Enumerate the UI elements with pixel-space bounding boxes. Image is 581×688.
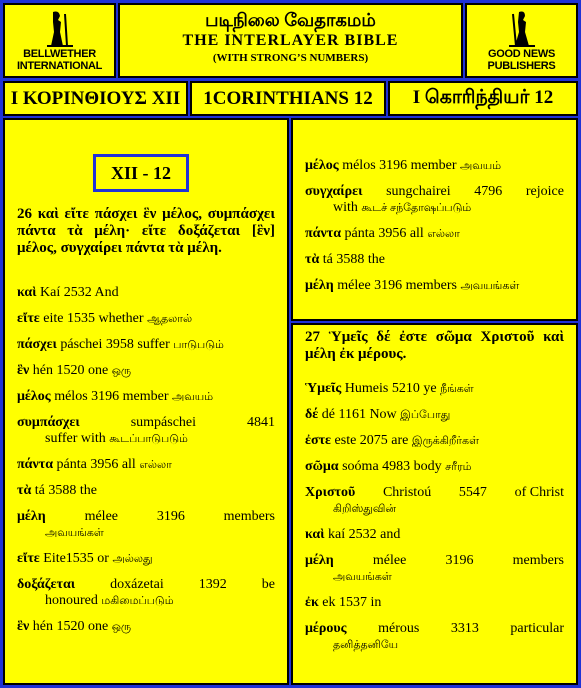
left-logo-text: BELLWETHER INTERNATIONAL: [16, 47, 103, 72]
shepherd-icon: [507, 10, 537, 48]
right-top-panel: [291, 118, 578, 321]
right-bottom-panel: [291, 323, 578, 685]
word-row: πάντα pánta 3956 all எல்லா: [305, 226, 460, 241]
page-subtitle: (WITH STRONG’S NUMBERS): [212, 52, 369, 64]
page-title: THE INTERLAYER BIBLE: [182, 32, 399, 49]
word-row: μέλη mélee 3196 members அவயங்கள்: [17, 509, 275, 539]
word-row: μέλη mélee 3196 members அவயங்கள்: [305, 278, 520, 293]
word-row: μέρους mérous 3313 particular தனித்தனியே: [305, 621, 564, 651]
word-row: συγχαίρει sungchairei 4796 rejoice with கூடச் சந்தோஷப்படும்: [305, 184, 564, 215]
ref-tamil: I கொரிந்தியர் 12: [388, 81, 578, 116]
right-logo-text: GOOD NEWS PUBLISHERS: [487, 47, 556, 72]
word-row: μέλη mélee 3196 members அவயங்கள்: [305, 553, 564, 583]
word-row: σῶμα soóma 4983 body சரீரம்: [305, 459, 472, 474]
good-news-logo: [465, 3, 578, 78]
word-row: πάσχει páschei 3958 suffer பாடுபடும்: [17, 337, 224, 352]
word-row: τὰ tá 3588 the: [305, 252, 385, 267]
title-block: [118, 3, 463, 78]
bellwether-logo: [3, 3, 116, 78]
word-row: συμπάσχει sumpáschei 4841 suffer with கூடப்பாடுபடும்: [17, 415, 275, 446]
chapter-label: XII - 12: [93, 154, 189, 192]
word-row: ἐκ ek 1537 in: [305, 595, 382, 610]
word-row: δοξάζεται doxázetai 1392 be honoured மகிமைப்படும்: [17, 577, 275, 608]
verse-26-text: 26 καὶ εἴτε πάσχει ἓν μέλος, συμπάσχει πάντα τὰ μέλη· εἴτε δοξάζεται [ἓν] μέλος, συγχαίρει πάντα τὰ μέλη.: [17, 206, 275, 256]
word-row: Χριστοῦ Christoú 5547 of Christ கிறிஸ்துவின்: [305, 485, 564, 515]
left-column: [3, 118, 289, 685]
ref-greek: Ι ΚΟΡΙΝΘΙΟΥΣ XII: [3, 81, 188, 116]
word-row: πάντα pánta 3956 all எல்லா: [17, 457, 172, 472]
title-tamil: படிநிலை வேதாகமம்: [205, 10, 376, 30]
ref-english: 1CORINTHIANS 12: [190, 81, 386, 116]
word-row: ἓν hén 1520 one ஒரு: [17, 363, 132, 378]
word-row: τὰ tá 3588 the: [17, 483, 97, 498]
verse-27-text: 27 Ὑμεῖς δέ ἐστε σῶμα Χριστοῦ καὶ μέλη ἐκ μέρους.: [305, 329, 564, 362]
word-row: εἴτε eite 1535 whether ஆதலால்: [17, 311, 193, 326]
word-row: ἓν hén 1520 one ஒரு: [17, 619, 132, 634]
word-row: εἴτε Eite1535 or அல்லது: [17, 551, 153, 566]
word-row: ἐστε este 2075 are இருக்கிறீர்கள்: [305, 433, 479, 448]
word-row: δέ dé 1161 Now இப்போது: [305, 407, 451, 422]
shepherd-icon: [45, 10, 75, 48]
word-row: καὶ kaí 2532 and: [305, 527, 401, 542]
word-row: μέλος mélos 3196 member அவயம்: [305, 158, 502, 173]
word-row: καὶ Kaí 2532 And: [17, 285, 119, 300]
word-row: μέλος mélos 3196 member அவயம்: [17, 389, 214, 404]
word-row: Ὑμεῖς Humeis 5210 ye நீங்கள்: [305, 381, 474, 396]
